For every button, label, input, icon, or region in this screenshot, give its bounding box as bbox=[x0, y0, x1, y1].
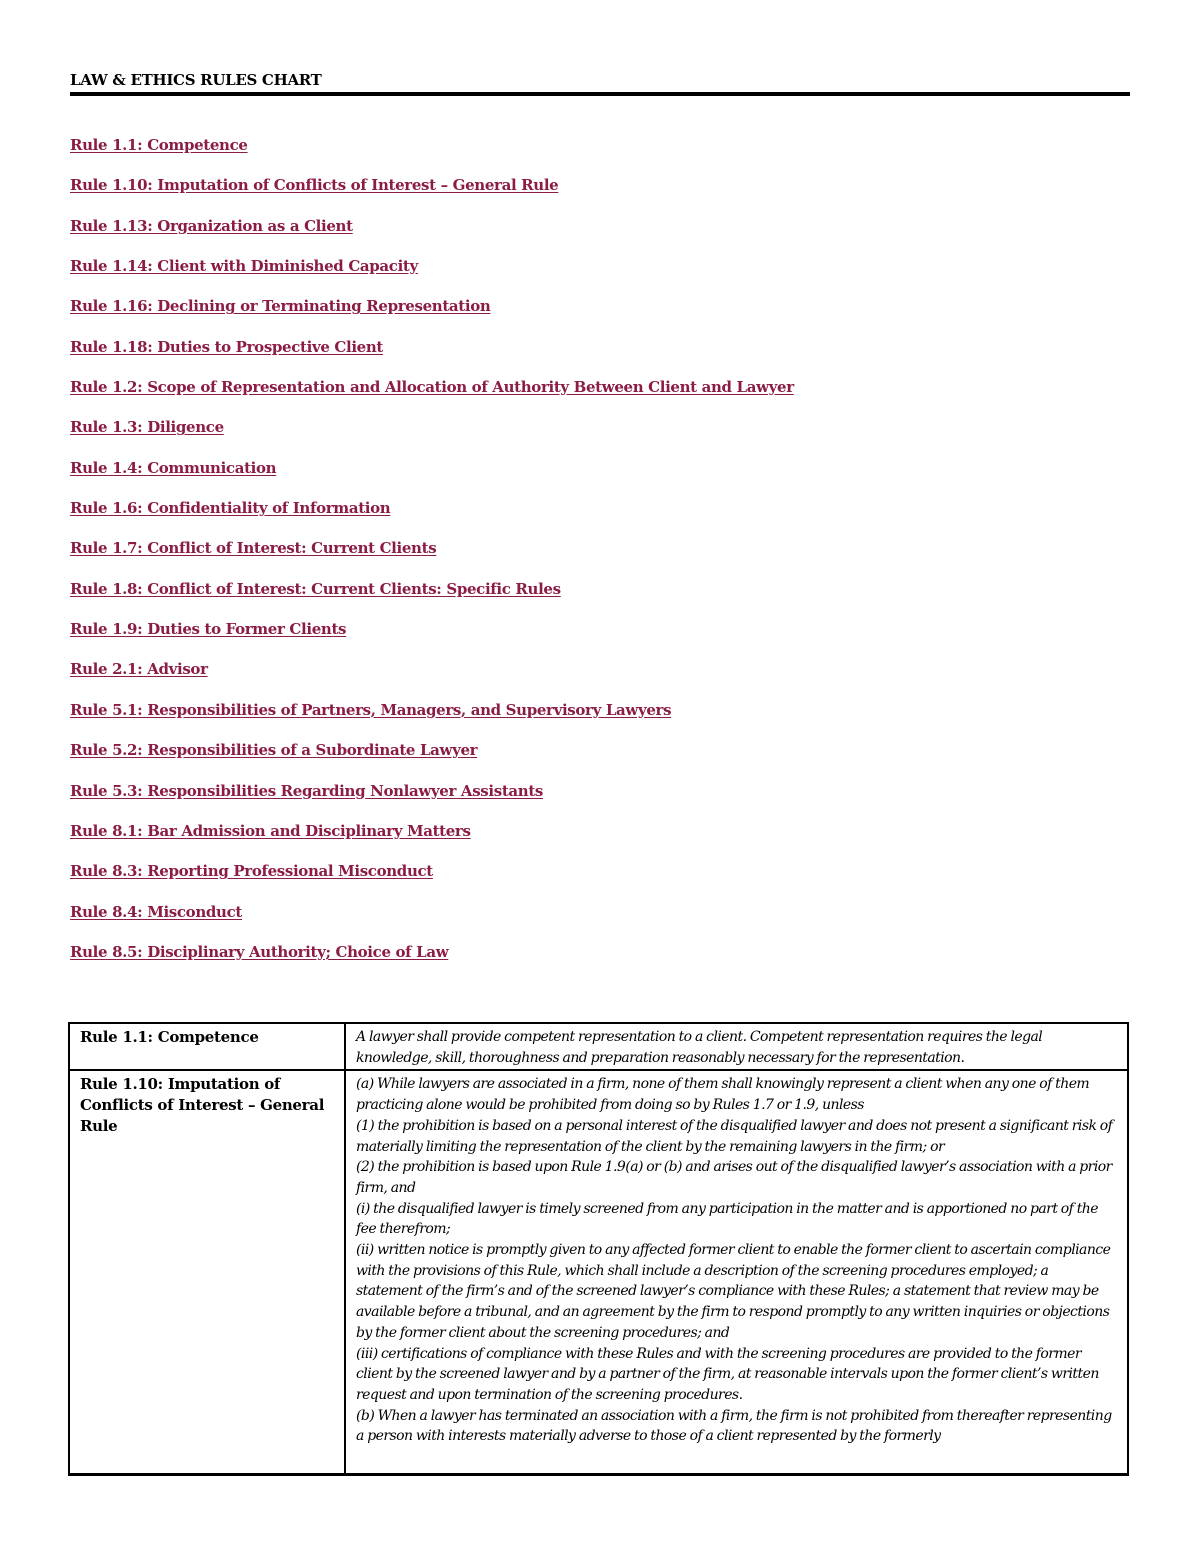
toc-item bbox=[70, 618, 1130, 658]
rule-paragraph: (2) the prohibition is based upon Rule 1.9(a) or (b) and arises out of the disqualified lawyer’s association with a prior firm, and bbox=[356, 1159, 1112, 1196]
toc-item bbox=[70, 174, 1130, 214]
rule-paragraph: (i) the disqualified lawyer is timely screened from any participation in the matter and is apportioned no part of the fee therefrom; bbox=[356, 1200, 1098, 1238]
rules-table bbox=[68, 1022, 1129, 1476]
rules-index bbox=[70, 134, 1130, 981]
toc-link[interactable]: Rule 5.1: Responsibilities of Partners, Managers, and Supervisory Lawyers bbox=[70, 700, 672, 719]
toc-link[interactable]: Rule 1.7: Conflict of Interest: Current Clients bbox=[70, 539, 437, 558]
toc-item bbox=[70, 376, 1130, 416]
toc-link[interactable]: Rule 1.10: Imputation of Conflicts of Interest – General Rule bbox=[70, 176, 559, 195]
toc-item bbox=[70, 658, 1130, 698]
toc-link[interactable]: Rule 1.2: Scope of Representation and Allocation of Authority Between Client and Lawyer bbox=[70, 378, 794, 397]
toc-item bbox=[70, 295, 1130, 335]
toc-link[interactable]: Rule 1.16: Declining or Terminating Representation bbox=[70, 297, 491, 316]
toc-item bbox=[70, 134, 1130, 174]
rule-paragraph: A lawyer shall provide competent representation to a client. Competent representation requires the legal knowledge, skill, thoroughness and preparation reasonably necessary for the representation. bbox=[356, 1029, 1043, 1066]
rule-text-cell bbox=[345, 1023, 1128, 1070]
header-divider bbox=[70, 92, 1130, 96]
toc-link[interactable]: Rule 1.6: Confidentiality of Information bbox=[70, 499, 391, 518]
toc-link[interactable]: Rule 1.1: Competence bbox=[70, 136, 248, 154]
page-header bbox=[70, 70, 1130, 96]
toc-link[interactable]: Rule 1.3: Diligence bbox=[70, 418, 224, 437]
toc-link[interactable]: Rule 1.4: Communication bbox=[70, 458, 277, 477]
toc-item bbox=[70, 860, 1130, 900]
toc-link[interactable]: Rule 1.13: Organization as a Client bbox=[70, 216, 353, 235]
rule-paragraph: (b) When a lawyer has terminated an association with a firm, the firm is not prohibited from thereafter representing a person with interests materially adverse to those of a client represented by the formerly bbox=[356, 1407, 1112, 1445]
toc-item bbox=[70, 336, 1130, 376]
toc-link[interactable]: Rule 1.14: Client with Diminished Capacity bbox=[70, 257, 418, 276]
toc-link[interactable]: Rule 1.18: Duties to Prospective Client bbox=[70, 337, 384, 356]
toc-link[interactable]: Rule 5.2: Responsibilities of a Subordinate Lawyer bbox=[70, 741, 478, 760]
page-title: LAW & ETHICS RULES CHART bbox=[70, 71, 322, 89]
toc-item bbox=[70, 699, 1130, 739]
toc-item bbox=[70, 739, 1130, 779]
toc-link[interactable]: Rule 8.1: Bar Admission and Disciplinary Matters bbox=[70, 821, 471, 840]
rule-paragraph: (ii) written notice is promptly given to any affected former client to enable the former client to ascertain compliance with the provisions of this Rule, which shall include a description of the screening procedures employed; a statement of the firm’s and of the screened lawyer’s compliance with these Rules; a statement that review may be available before a tribunal, and an agreement by the firm to respond promptly to any written inquiries or objections by the former client about the screening procedures; and bbox=[356, 1242, 1111, 1341]
toc-link[interactable]: Rule 8.3: Reporting Professional Misconduct bbox=[70, 862, 433, 881]
toc-item bbox=[70, 578, 1130, 618]
rule-text-cell bbox=[345, 1070, 1128, 1475]
rule-paragraph: (a) While lawyers are associated in a firm, none of them shall knowingly represent a client when any one of them practicing alone would be prohibited from doing so by Rules 1.7 or 1.9, unless bbox=[356, 1076, 1090, 1114]
rule-name-cell: Rule 1.10: Imputation of Conflicts of Interest – General Rule bbox=[69, 1070, 345, 1475]
toc-link[interactable]: Rule 5.3: Responsibilities Regarding Nonlawyer Assistants bbox=[70, 781, 544, 800]
toc-item bbox=[70, 780, 1130, 820]
toc-item bbox=[70, 537, 1130, 577]
table-row bbox=[69, 1023, 1128, 1070]
rule-name-cell: Rule 1.1: Competence bbox=[69, 1023, 345, 1070]
toc-link[interactable]: Rule 8.4: Misconduct bbox=[70, 902, 242, 921]
toc-link[interactable]: Rule 1.9: Duties to Former Clients bbox=[70, 620, 347, 639]
toc-item bbox=[70, 416, 1130, 456]
toc-item bbox=[70, 941, 1130, 981]
rule-paragraph: (iii) certifications of compliance with these Rules and with the screening procedures are provided to the former client by the screened lawyer and by a partner of the firm, at reasonable intervals upon the former client’s written request and upon termination of the screening procedures. bbox=[356, 1345, 1099, 1403]
toc-item bbox=[70, 215, 1130, 255]
toc-link[interactable]: Rule 1.8: Conflict of Interest: Current Clients: Specific Rules bbox=[70, 579, 561, 598]
rule-paragraph: (1) the prohibition is based on a personal interest of the disqualified lawyer and does not present a significant risk of materially limiting the representation of the client by the remaining lawyers in the firm; or bbox=[356, 1117, 1113, 1155]
toc-link[interactable]: Rule 2.1: Advisor bbox=[70, 660, 208, 679]
toc-item bbox=[70, 457, 1130, 497]
toc-item bbox=[70, 497, 1130, 537]
table-row bbox=[69, 1070, 1128, 1475]
toc-link[interactable]: Rule 8.5: Disciplinary Authority; Choice of Law bbox=[70, 942, 449, 961]
toc-item bbox=[70, 820, 1130, 860]
toc-item bbox=[70, 901, 1130, 941]
toc-item bbox=[70, 255, 1130, 295]
